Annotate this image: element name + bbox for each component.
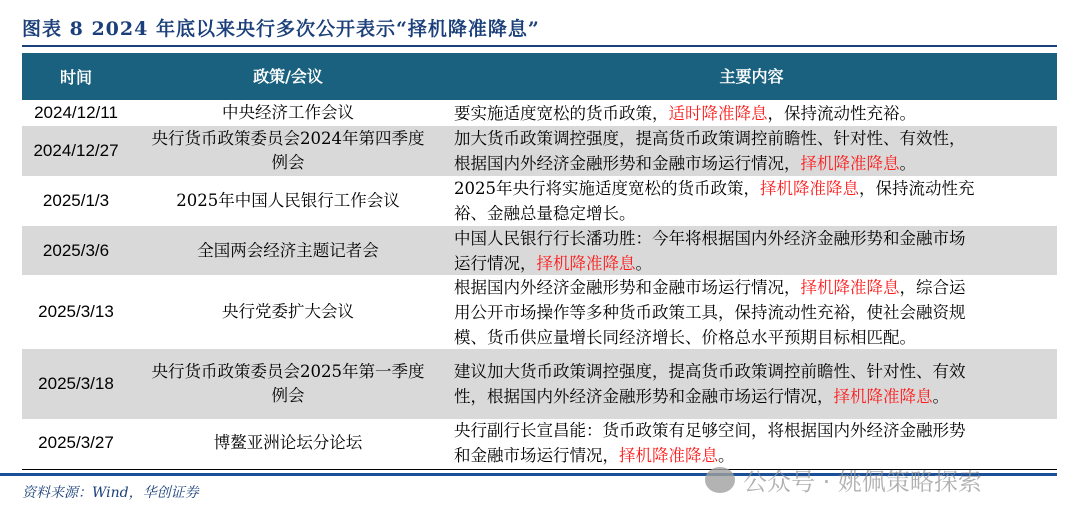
content-text: 性，根据国内外经济金融形势和金融市场运行情况， [454,387,834,406]
content-text: ，保持流动性充 [859,179,975,198]
content-line [454,325,1057,350]
content-line [454,275,1057,300]
row-date: 2025/3/18 [38,374,114,393]
meeting-line: 例会 [271,153,305,172]
row-meeting [130,239,446,263]
highlight-text: 适时降准降息 [668,103,768,123]
meeting-line: 中央经济工作会议 [222,103,354,122]
meeting-line: 央行货币政策委员会2024年第四季度 [151,129,425,148]
row-meeting [130,101,446,125]
content-text: 运行情况， [454,253,537,273]
content-text: ，综合运 [899,277,966,297]
watermark [705,462,982,497]
row-date: 2025/1/3 [42,191,110,210]
table-row [22,100,1057,126]
highlight-text: 择机降准降息 [619,446,718,465]
content-text: 裕、金融总量稳定增长。 [454,204,636,223]
row-meeting [130,300,446,324]
content-line [454,226,1057,251]
source-note: 资料来源：Wind，华创证券 [22,485,199,501]
table-body [22,100,1057,467]
highlight-text: 择机降准降息 [800,277,900,297]
content-line [454,126,1057,151]
row-date: 2025/3/13 [38,302,114,321]
table-row [22,176,1057,226]
table-row [22,349,1057,419]
content-text: 和金融市场运行情况， [454,446,619,465]
row-meeting [130,127,446,175]
content-line [454,176,1057,201]
content-line [454,101,1057,126]
content-line [454,251,1057,276]
table-header [22,53,1057,100]
row-date: 2024/12/11 [34,103,118,122]
header-meeting: 政策/会议 [253,66,323,86]
highlight-text: 择机降准降息 [833,387,933,406]
content-text: 中国人民银行行长潘功胜：今年将根据国内外经济金融形势和金融市场 [454,228,966,248]
figure-title: 图表 8 2024 年底以来央行多次公开表示“择机降准降息” [22,18,540,40]
content-text: 模、货币供应量增长同经济增长、价格总水平预期目标相匹配。 [454,327,916,347]
content-text: 2025年央行将实施适度宽松的货币政策， [454,179,760,198]
content-line [454,201,1057,226]
content-line [454,418,1057,443]
row-content [446,359,1057,409]
highlight-text: 择机降准降息 [760,179,859,198]
meeting-line: 央行货币政策委员会2025年第一季度 [151,362,425,381]
table-row [22,126,1057,176]
table-row [22,226,1057,275]
content-text: 。 [899,154,916,173]
watermark-text: 公众号 · 姚佩策略探索 [743,468,982,496]
content-line [454,359,1057,384]
title-divider [22,45,1057,47]
meeting-line: 2025年中国人民银行工作会议 [176,191,400,210]
row-meeting [130,360,446,408]
content-text: 央行副行长宣昌能：货币政策有足够空间，将根据国内外经济金融形势 [454,421,966,440]
meeting-line: 例会 [271,386,305,405]
highlight-text: 择机降准降息 [800,154,900,173]
row-date: 2025/3/6 [42,240,110,260]
row-content [446,275,1057,350]
header-date: 时间 [59,68,92,87]
row-content [446,176,1057,226]
content-text: 要实施适度宽松的货币政策， [454,103,669,123]
meeting-line: 全国两会经济主题记者会 [197,240,379,260]
content-text: 根据国内外经济金融形势和金融市场运行情况， [454,277,801,297]
row-date: 2025/3/27 [38,433,114,452]
content-line [454,384,1057,409]
row-meeting [130,189,446,213]
content-line [454,300,1057,325]
row-content [446,418,1057,468]
content-text: ，保持流动性充裕。 [767,103,916,123]
content-text: 。 [718,446,735,465]
row-content [446,101,1057,126]
content-text: 。 [635,253,652,273]
wechat-icon [705,467,735,493]
row-content [446,126,1057,176]
content-text: 建议加大货币政策调控强度，提高货币政策调控前瞻性、针对性、有效 [454,362,966,381]
content-line [454,151,1057,176]
table-row [22,419,1057,467]
meeting-line: 央行党委扩大会议 [222,302,354,321]
table-row [22,275,1057,349]
meeting-line: 博鳌亚洲论坛分论坛 [213,433,363,452]
content-text: 加大货币政策调控强度，提高货币政策调控前瞻性、针对性、有效性， [454,129,966,148]
policy-table [22,53,1057,467]
header-content: 主要内容 [719,67,784,86]
content-text: 根据国内外经济金融形势和金融市场运行情况， [454,154,801,173]
row-content [446,226,1057,276]
content-text: 用公开市场操作等多种货币政策工具，保持流动性充裕，使社会融资规 [454,302,966,322]
row-meeting [130,431,446,455]
content-text: 。 [932,387,949,406]
row-date: 2024/12/27 [33,141,119,160]
highlight-text: 择机降准降息 [536,253,636,273]
